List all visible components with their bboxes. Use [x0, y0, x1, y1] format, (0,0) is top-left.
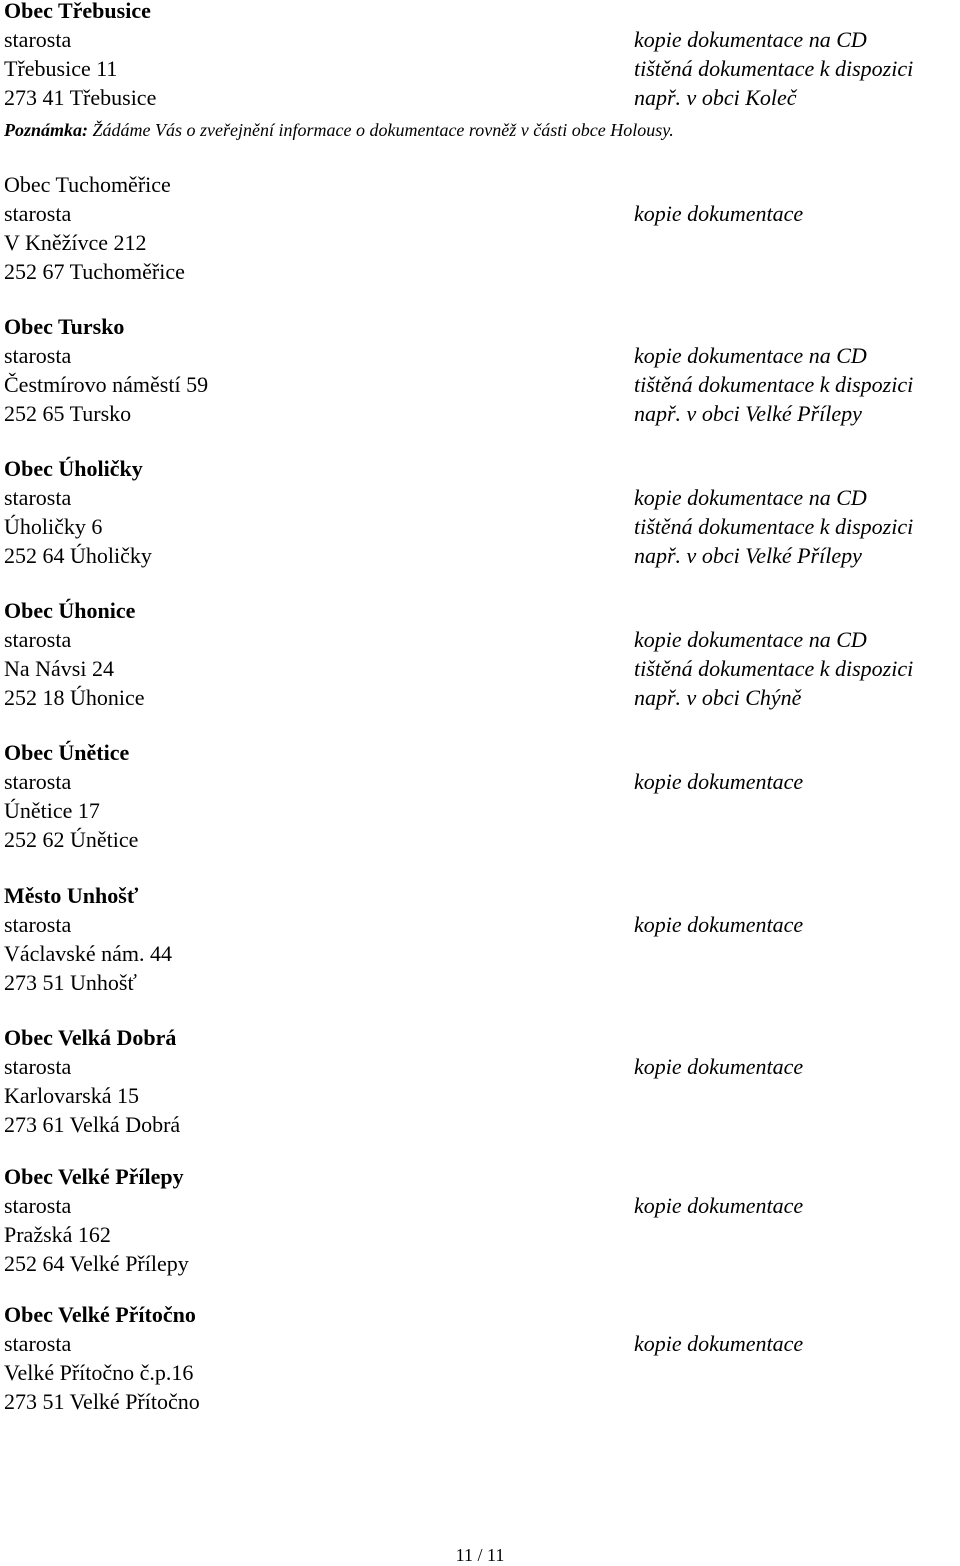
street-address: Čestmírovo náměstí 59 [4, 372, 209, 397]
doc-line: tištěná dokumentace k dispozici [634, 372, 914, 397]
postal-city: 252 64 Úholičky [4, 543, 152, 568]
postal-city: 252 18 Úhonice [4, 685, 145, 710]
documentation-info [634, 910, 960, 939]
recipient-role: starosta [4, 1193, 72, 1218]
municipality-name: Obec Velké Přílepy [4, 1164, 184, 1189]
doc-line: kopie dokumentace na CD [634, 27, 867, 52]
municipality-name: Obec Velká Dobrá [4, 1025, 177, 1050]
street-address: Karlovarská 15 [4, 1083, 140, 1108]
street-address: V Kněžívce 212 [4, 230, 147, 255]
doc-line: tištěná dokumentace k dispozici [634, 514, 914, 539]
municipality-name: Obec Únětice [4, 740, 130, 765]
documentation-info [634, 1329, 960, 1358]
documentation-info [634, 625, 960, 712]
recipient-role: starosta [4, 343, 72, 368]
address-block [4, 1300, 604, 1416]
doc-line: kopie dokumentace [634, 912, 804, 937]
doc-line: např. v obci Koleč [634, 85, 797, 110]
municipality-name: Obec Třebusice [4, 0, 151, 23]
recipient-role: starosta [4, 912, 72, 937]
address-block [4, 0, 604, 112]
street-address: Únětice 17 [4, 798, 100, 823]
postal-city: 273 41 Třebusice [4, 85, 157, 110]
note-text: Žádáme Vás o zveřejnění informace o dokumentace rovněž v části obce Holousy. [88, 120, 674, 140]
documentation-info [634, 483, 960, 570]
postal-city: 252 64 Velké Přílepy [4, 1251, 189, 1276]
recipient-role: starosta [4, 769, 72, 794]
address-block [4, 596, 604, 712]
address-block [4, 1162, 604, 1278]
doc-line: např. v obci Velké Přílepy [634, 543, 862, 568]
documentation-info [634, 1191, 960, 1220]
postal-city: 252 65 Tursko [4, 401, 132, 426]
municipality-name: Obec Tursko [4, 314, 125, 339]
municipality-name: Obec Úhonice [4, 598, 136, 623]
doc-line: kopie dokumentace [634, 769, 804, 794]
street-address: Úholičky 6 [4, 514, 103, 539]
page-number: 11 / 11 [455, 1545, 505, 1565]
address-block [4, 738, 604, 854]
doc-line: kopie dokumentace na CD [634, 485, 867, 510]
doc-line: kopie dokumentace [634, 201, 804, 226]
recipient-role: starosta [4, 485, 72, 510]
municipality-name: Město Unhošť [4, 883, 139, 908]
recipient-role: starosta [4, 27, 72, 52]
address-block [4, 1023, 604, 1139]
street-address: Václavské nám. 44 [4, 941, 172, 966]
address-block [4, 454, 604, 570]
recipient-role: starosta [4, 201, 72, 226]
address-block [4, 312, 604, 428]
municipality-name: Obec Tuchoměřice [4, 172, 171, 197]
street-address: Na Návsi 24 [4, 656, 114, 681]
recipient-role: starosta [4, 1054, 72, 1079]
doc-line: např. v obci Velké Přílepy [634, 401, 862, 426]
documentation-info [634, 199, 960, 228]
recipient-role: starosta [4, 627, 72, 652]
doc-line: kopie dokumentace [634, 1331, 804, 1356]
doc-line: kopie dokumentace na CD [634, 627, 867, 652]
documentation-info [634, 1052, 960, 1081]
municipality-name: Obec Úholičky [4, 456, 143, 481]
documentation-info [634, 25, 960, 112]
doc-line: tištěná dokumentace k dispozici [634, 656, 914, 681]
documentation-info [634, 767, 960, 796]
street-address: Třebusice 11 [4, 56, 118, 81]
documentation-info [634, 341, 960, 428]
postal-city: 273 61 Velká Dobrá [4, 1112, 181, 1137]
municipality-name: Obec Velké Přítočno [4, 1302, 196, 1327]
address-block [4, 170, 604, 286]
postal-city: 252 62 Únětice [4, 827, 139, 852]
doc-line: tištěná dokumentace k dispozici [634, 56, 914, 81]
doc-line: kopie dokumentace [634, 1193, 804, 1218]
note [4, 117, 674, 143]
postal-city: 252 67 Tuchoměřice [4, 259, 185, 284]
street-address: Velké Přítočno č.p.16 [4, 1360, 194, 1385]
doc-line: např. v obci Chýně [634, 685, 802, 710]
address-block [4, 881, 604, 997]
note-label: Poznámka: [4, 120, 89, 140]
doc-line: kopie dokumentace [634, 1054, 804, 1079]
doc-line: kopie dokumentace na CD [634, 343, 867, 368]
recipient-role: starosta [4, 1331, 72, 1356]
postal-city: 273 51 Unhošť [4, 970, 137, 995]
postal-city: 273 51 Velké Přítočno [4, 1389, 200, 1414]
street-address: Pražská 162 [4, 1222, 111, 1247]
